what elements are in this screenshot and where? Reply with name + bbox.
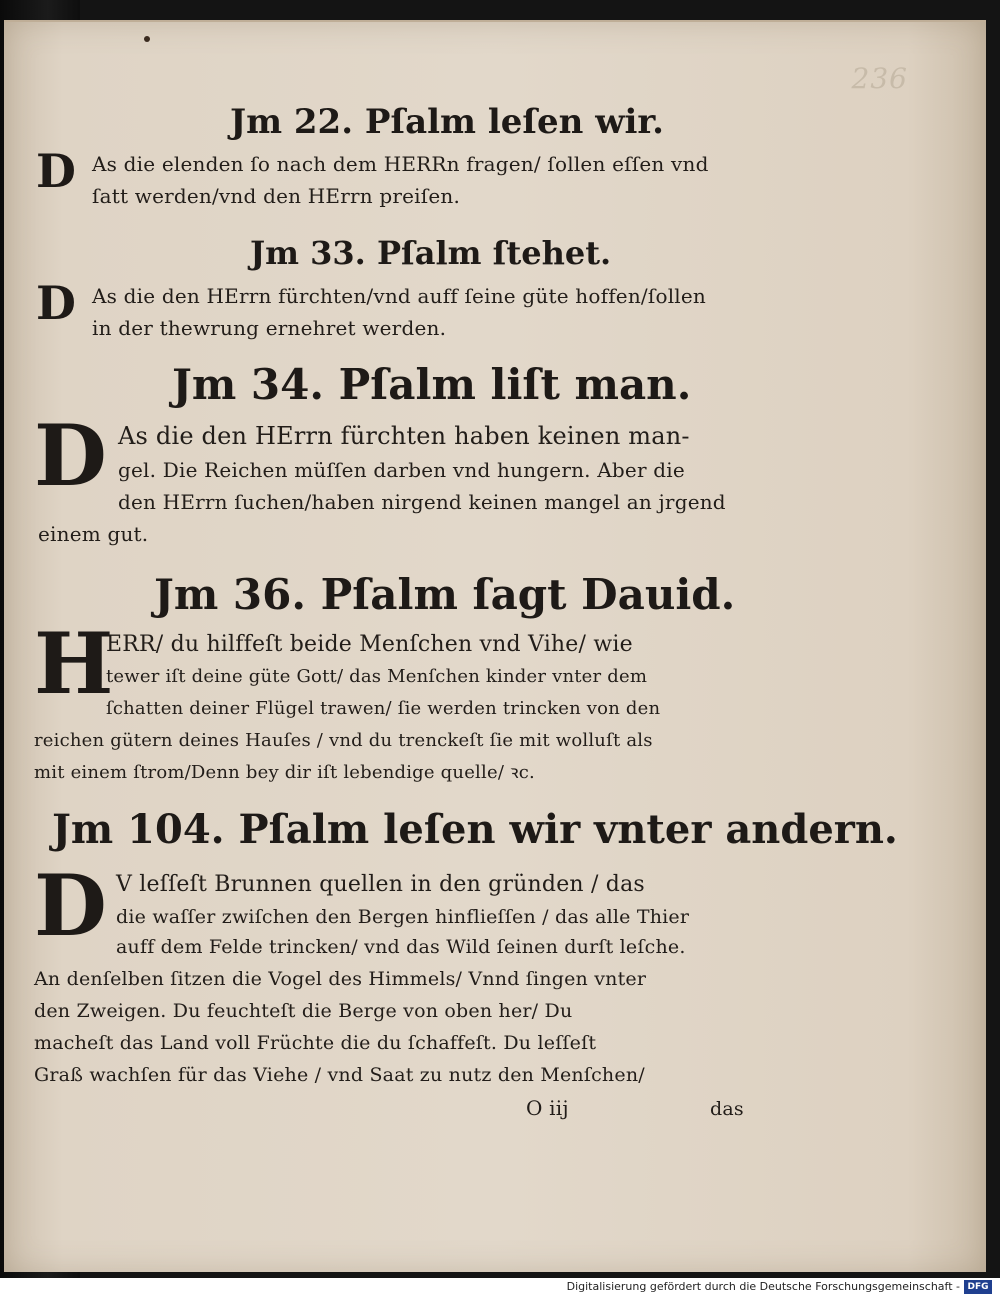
signature-mark: O iij: [526, 1096, 569, 1120]
section-line: An denſelben ſitzen die Vogel des Himmels/ Vnnd ſingen vnter: [34, 968, 647, 990]
section-initial: D: [36, 144, 76, 198]
section-line: As die elenden ſo nach dem HERRn fragen/ ſollen eſſen vnd: [92, 152, 709, 176]
section-line: As die den HErrn fürchten/vnd auff ſeine güte hoffen/ſollen: [92, 284, 707, 308]
section-heading: Jm 34. Pſalm liſt man.: [172, 360, 692, 409]
folio-number: 236: [851, 62, 908, 95]
section-line: die waſſer zwiſchen den Bergen hinflieſſen / das alle Thier: [116, 906, 690, 928]
section-line: reichen gütern deines Hauſes / vnd du trenckeſt ſie mit wolluſt als: [34, 730, 653, 751]
dfg-logo: DFG: [964, 1280, 992, 1294]
section-line: ſchatten deiner Flügel trawen/ ſie werden trincken von den: [106, 698, 661, 719]
section-line: ſatt werden/vnd den HErrn preiſen.: [92, 184, 461, 208]
section-line: mit einem ſtrom/Denn bey dir iſt lebendige quelle/ ꝛc.: [34, 762, 535, 783]
section-line: As die den HErrn fürchten haben keinen man-: [118, 422, 690, 450]
section-line: ERR/ du hilffeſt beide Menſchen vnd Vihe/ wie: [106, 632, 633, 657]
funding-credit: Digitalisierung gefördert durch die Deutsche Forschungsgemeinschaft -: [566, 1280, 960, 1293]
section-line: tewer iſt deine güte Gott/ das Menſchen kinder vnter dem: [106, 666, 648, 687]
section-heading: Jm 36. Pſalm ſagt Dauid.: [154, 570, 736, 619]
section-initial: D: [34, 856, 107, 955]
section-line: den HErrn ſuchen/haben nirgend keinen mangel an jrgend: [118, 490, 726, 514]
section-line: in der thewrung ernehret werden.: [92, 316, 447, 340]
document-page: [4, 22, 986, 1272]
section-initial: H: [34, 614, 114, 713]
section-initial: D: [36, 276, 76, 330]
section-heading: Jm 22. Pſalm leſen wir.: [230, 102, 665, 142]
footer-bar: [0, 1278, 1000, 1297]
catchword: das: [710, 1098, 744, 1120]
section-heading: Jm 104. Pſalm leſen wir vnter andern.: [52, 806, 898, 853]
section-line: Graß wachſen für das Viehe / vnd Saat zu nutz den Menſchen/: [34, 1064, 645, 1086]
ink-blot: [144, 36, 150, 42]
section-line: einem gut.: [38, 522, 149, 546]
section-line: auff dem Felde trincken/ vnd das Wild ſeinen durſt leſche.: [116, 936, 686, 958]
section-heading: Jm 33. Pſalm ſtehet.: [250, 234, 612, 272]
section-line: V leſſeſt Brunnen quellen in den gründen / das: [116, 872, 645, 897]
section-line: den Zweigen. Du feuchteſt die Berge von oben her/ Du: [34, 1000, 573, 1022]
section-line: gel. Die Reichen müſſen darben vnd hungern. Aber die: [118, 458, 685, 482]
section-initial: D: [34, 406, 107, 505]
section-line: macheſt das Land voll Früchte die du ſchaffeſt. Du leſſeſt: [34, 1032, 597, 1054]
